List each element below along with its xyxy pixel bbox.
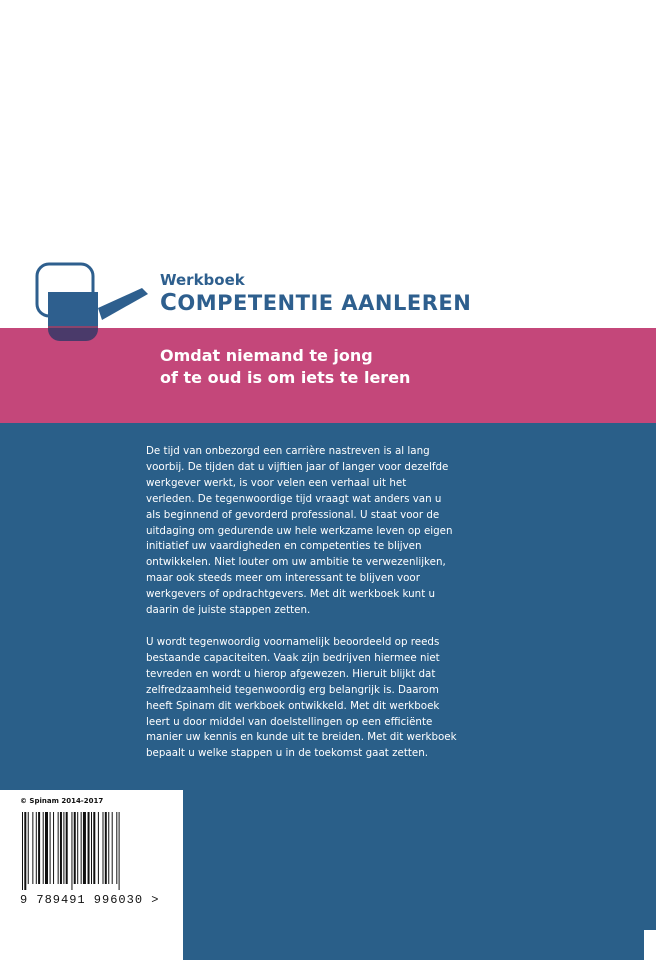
barcode-bar — [50, 812, 51, 884]
barcode-bar — [66, 812, 68, 884]
barcode-bar — [91, 812, 92, 884]
barcode-bar — [77, 812, 78, 884]
barcode-bar — [43, 812, 44, 884]
barcode-bar — [38, 812, 40, 884]
barcode-bar — [105, 812, 107, 884]
barcode-bar — [60, 812, 62, 884]
barcode-bar — [116, 812, 117, 884]
tagline — [160, 345, 410, 389]
barcode-bar — [119, 812, 120, 890]
description-text — [146, 444, 458, 778]
barcode-bar — [36, 812, 37, 884]
barcode-bar — [98, 812, 99, 884]
barcode-bar — [88, 812, 90, 884]
barcode-icon — [22, 812, 162, 890]
page-edge — [644, 930, 656, 960]
tagline-line-2: of te oud is om iets te leren — [160, 368, 411, 387]
barcode-bar — [74, 812, 76, 884]
barcode-bar — [45, 812, 48, 884]
barcode-bar — [112, 812, 113, 884]
book-label: Werkboek — [160, 271, 245, 289]
title-initial: C — [160, 290, 178, 316]
isbn-number: 9 789491 996030 > — [20, 893, 160, 907]
tagline-line-1: Omdat niemand te jong — [160, 346, 373, 365]
paragraph-2: U wordt tegenwoordig voornamelijk beoordeeld op reeds bestaande capaciteiten. Vaak zijn bedrijven hiermee niet tevreden en wordt u hierop afgewezen. Hieruit blijkt dat zelfredzaamheid tegenwoordig erg belangrijk is. Daarom heeft Spinam dit werkboek ontwikkeld. Met dit werkboek leert u door middel van doelstellingen op een efficiënte manier uw kennis en kunde uit te breiden. Met dit werkboek bepaalt u welke stappen u in de toekomst gaat zetten. — [146, 635, 457, 760]
title-rest: OMPETENTIE AANLEREN — [177, 291, 472, 315]
barcode-bar — [24, 812, 26, 890]
barcode-bar — [83, 812, 86, 884]
barcode-bar — [32, 812, 33, 884]
paragraph-1: De tijd van onbezorgd een carrière nastreven is al lang voorbij. De tijden dat u vijftien jaar of langer voor dezelfde werkgever werkt, is voor velen een verhaal uit het verleden. De tegenwoordige tijd vraagt wat anders van u als beginnend of gevorderd professional. U staat voor de uitdaging om gedurende uw hele werkzame leven op eigen initiatief uw vaardigheden en competenties te blijven ontwikkelen. Niet louter om uw ambitie te verwezenlijken, maar ook steeds meer om interessant te blijven voor werkgevers of opdrachtgevers. Met dit werkboek kunt u daarin de juiste stappen zetten. — [146, 445, 453, 617]
copyright-notice: © Spinam 2014-2017 — [20, 797, 104, 805]
barcode-bar — [71, 812, 72, 890]
barcode-bar — [93, 812, 95, 884]
barcode-bar — [108, 812, 109, 884]
barcode-bar — [103, 812, 104, 884]
book-title — [160, 290, 471, 316]
barcode-bar — [81, 812, 82, 884]
barcode-bar — [28, 812, 29, 884]
barcode-bar — [22, 812, 23, 890]
barcode-bar — [63, 812, 64, 884]
watering-can-icon — [30, 260, 160, 350]
barcode-bar — [53, 812, 54, 884]
barcode-bar — [58, 812, 59, 884]
